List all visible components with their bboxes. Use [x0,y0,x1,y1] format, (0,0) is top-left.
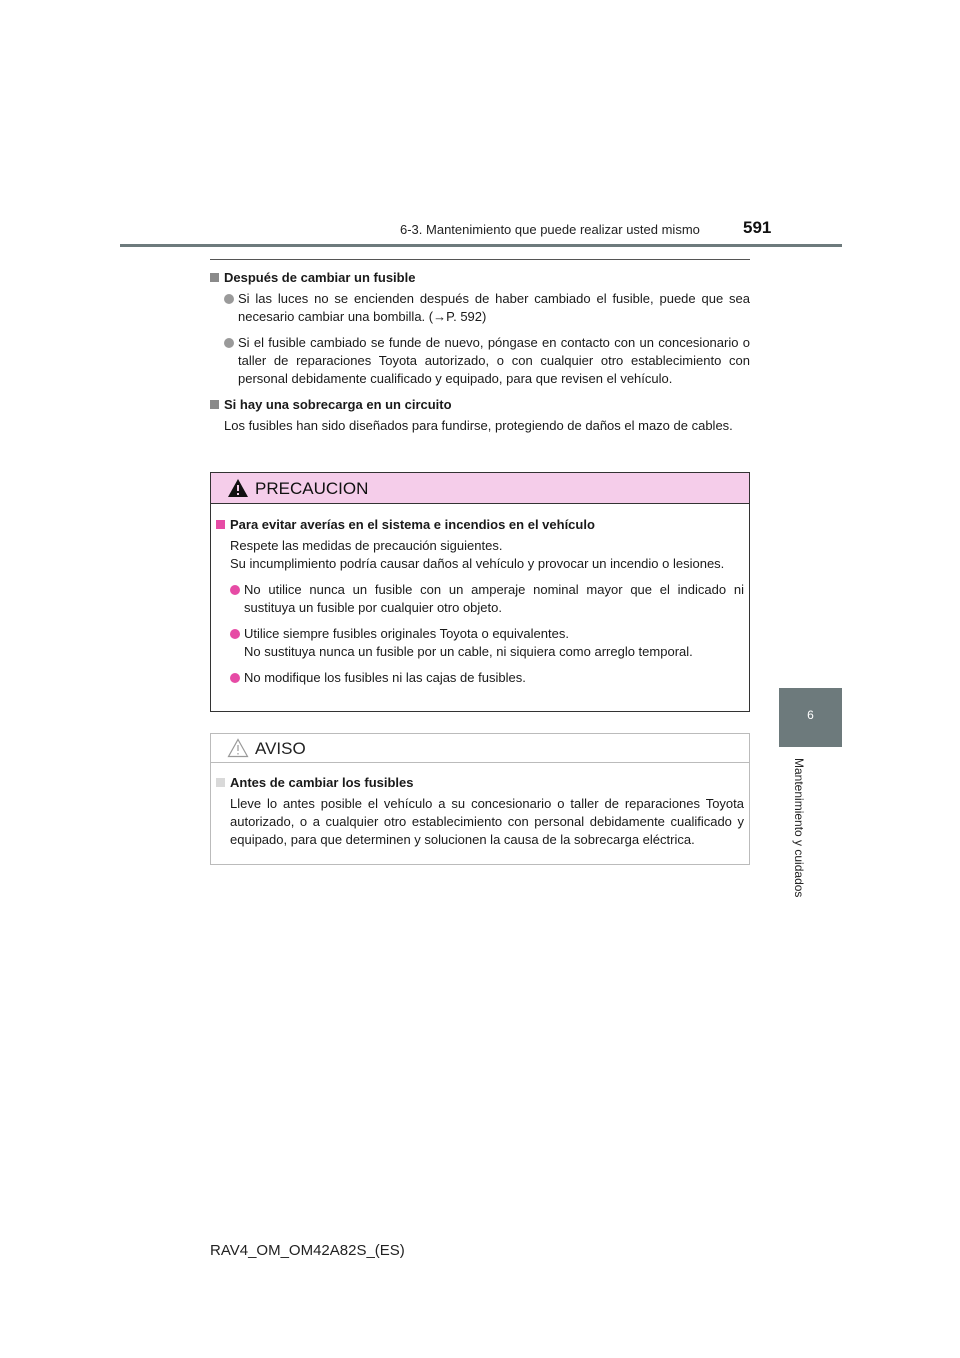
chapter-title: Mantenimiento y cuidados [792,758,806,898]
chapter-number: 6 [807,708,814,722]
main-content [210,269,750,443]
section-heading-text: Si hay una sobrecarga en un circuito [224,397,452,412]
list-item [216,581,744,617]
page-number: 591 [743,218,772,237]
list-item [210,290,750,326]
paragraph: Los fusibles han sido diseñados para fundirse, protegiendo de daños el mazo de cables. [224,418,733,433]
square-bullet-icon [216,520,225,529]
list-item-text: Si las luces no se encienden después de haber cambiado el fusible, puede que sea necesario cambiar una bombilla. (→P. 592) [238,291,750,324]
list-item-text: No sustituya nunca un fusible por un cable, ni siquiera como arreglo temporal. [244,644,693,659]
list-item-text: Si el fusible cambiado se funde de nuevo, póngase en contacto con un concesionario o taller de reparaciones Toyota autorizado, o con cualquier otro establecimiento con personal debidamente cualificado y equipado, para que revisen el vehículo. [238,335,750,386]
section-heading [210,269,750,287]
chapter-tab [779,688,842,747]
caution-heading-text: Para evitar averías en el sistema e incendios en el vehículo [230,517,595,532]
caution-intro-line: Su incumplimiento podría causar daños al vehículo y provocar un incendio o lesiones. [230,556,725,571]
circle-bullet-icon [230,629,240,639]
caution-header [211,473,749,504]
caution-box [210,472,750,712]
header-section-title: 6-3. Mantenimiento que puede realizar usted mismo [400,222,700,237]
notice-header [211,734,749,763]
circle-bullet-icon [230,585,240,595]
notice-heading [216,774,744,792]
caution-body [211,504,749,687]
list-item [216,669,744,687]
circle-bullet-icon [224,294,234,304]
list-item-text: No utilice nunca un fusible con un amperaje nominal mayor que el indicado ni sustituya un fusible por cualquier otro objeto. [244,582,744,615]
caution-intro-line: Respete las medidas de precaución siguientes. [230,538,503,553]
square-bullet-icon [216,778,225,787]
section-heading [210,396,750,414]
square-bullet-icon [210,273,219,282]
content-divider [210,259,750,260]
circle-bullet-icon [224,338,234,348]
notice-body [211,763,749,849]
notice-heading-text: Antes de cambiar los fusibles [230,775,414,790]
circle-bullet-icon [230,673,240,683]
list-item-text: No modifique los fusibles ni las cajas de fusibles. [244,670,526,685]
notice-box [210,733,750,865]
notice-text: Lleve lo antes posible el vehículo a su concesionario o taller de reparaciones Toyota autorizado, o a cualquier otro establecimiento con personal debidamente cualificado y equipado, para que determinen y solucionen la causa de la sobrecarga eléctrica. [230,796,744,847]
notice-title: AVISO [255,739,306,758]
warning-triangle-outline-icon [227,738,249,758]
list-item [210,334,750,388]
caution-title: PRECAUCION [255,479,369,498]
header-rule [120,244,842,247]
list-item [216,625,744,661]
warning-triangle-icon [227,478,249,498]
square-bullet-icon [210,400,219,409]
caution-intro [216,537,744,573]
section-heading-text: Después de cambiar un fusible [224,270,416,285]
caution-heading [216,516,744,534]
list-item-text: Utilice siempre fusibles originales Toyota o equivalentes. [244,626,569,641]
document-code: RAV4_OM_OM42A82S_(ES) [210,1242,405,1259]
